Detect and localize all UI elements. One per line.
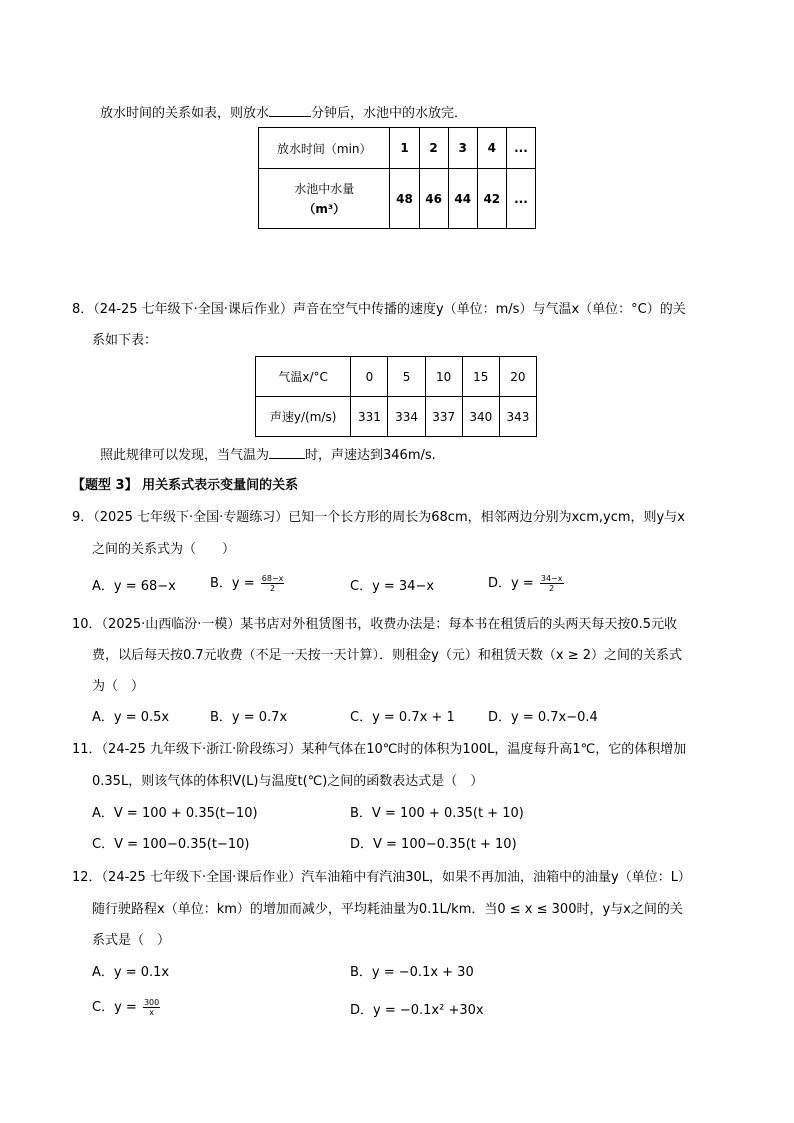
- section-heading: 【题型 3】 用关系式表示变量间的关系: [72, 478, 299, 493]
- q12-option-c-numerator: 300: [143, 998, 160, 1007]
- q11-option-a: A．V = 100 + 0.35(t−10): [92, 806, 258, 821]
- q8-row-cell: 331: [351, 397, 388, 437]
- q7-table: [258, 127, 536, 229]
- q10-option-b: B．y = 0.7x: [210, 710, 288, 725]
- q7-row-cell: 42: [477, 169, 506, 229]
- q7-row-cell: 46: [419, 169, 448, 229]
- q9-option-b: [210, 574, 286, 594]
- q8-row-cell: 343: [499, 397, 536, 437]
- q7-header-cell: 1: [390, 128, 419, 169]
- q7-row-label: [259, 169, 390, 229]
- q12-option-b: B．y = −0.1x + 30: [350, 965, 474, 980]
- q8-header-cell: 5: [388, 357, 425, 397]
- q12-option-d: D．y = −0.1x² +30x: [350, 1003, 484, 1018]
- q12-option-c-prefix: C．y =: [92, 1000, 137, 1015]
- q8-line2: 系如下表：: [92, 333, 158, 348]
- q12-line3: 系式是（ ）: [92, 933, 171, 948]
- q7-header-cell: 3: [448, 128, 477, 169]
- q10-option-a: A．y = 0.5x: [92, 710, 170, 725]
- q9-option-a: A．y = 68−x: [92, 579, 176, 594]
- q9-option-b-fraction: [261, 574, 285, 593]
- q7-text-part2: 分钟后，水池中的水放完．: [311, 106, 468, 121]
- q8-header-cell: 10: [425, 357, 462, 397]
- q8-header-label: 气温x/°C: [256, 357, 351, 397]
- q8-table: [255, 356, 537, 437]
- q7-text: [100, 102, 467, 124]
- q8-line3: [100, 444, 436, 466]
- q9-option-d-denominator: 2: [549, 584, 555, 593]
- q11-option-b: B．V = 100 + 0.35(t + 10): [350, 806, 524, 821]
- q7-row-cell: ...: [506, 169, 535, 229]
- q8-line3-part2: 时，声速达到346m/s.: [305, 448, 436, 463]
- q12-option-c-fraction: [143, 998, 160, 1017]
- q7-header-cell: 4: [477, 128, 506, 169]
- q9-option-d: [488, 574, 566, 594]
- q8-row-cell: 337: [425, 397, 462, 437]
- q7-blank: [269, 102, 311, 117]
- q12-option-c: [92, 998, 162, 1018]
- q9-line1: 9．（2025 七年级下·全国·专题练习）已知一个长方形的周长为68cm，相邻两边分别为xcm,ycm，则y与x: [72, 510, 685, 525]
- q12-line1: 12．（24-25 七年级下·全国·课后作业）汽车油箱中有汽油30L，如果不再加油，油箱中的油量y（单位：L）: [72, 870, 691, 885]
- q12-option-a: A．y = 0.1x: [92, 965, 170, 980]
- q8-line1: 8．（24-25 七年级下·全国·课后作业）声音在空气中传播的速度y（单位：m/s）与气温x（单位：°C）的关: [72, 302, 686, 317]
- q7-row-cell: 44: [448, 169, 477, 229]
- q8-row-label: 声速y/(m/s): [256, 397, 351, 437]
- q8-header-cell: 20: [499, 357, 536, 397]
- q8-row-cell: 340: [462, 397, 499, 437]
- q9-line2: 之间的关系式为（ ）: [92, 542, 236, 557]
- q10-option-c: C．y = 0.7x + 1: [350, 710, 455, 725]
- q10-line3: 为（ ）: [92, 679, 145, 694]
- q10-option-d: D．y = 0.7x−0.4: [488, 710, 598, 725]
- q9-option-d-fraction: [540, 574, 564, 593]
- q9-option-d-prefix: D．y =: [488, 576, 534, 591]
- q7-header-cell: ...: [506, 128, 535, 169]
- q9-option-b-denominator: 2: [270, 584, 276, 593]
- q8-header-cell: 0: [351, 357, 388, 397]
- q8-header-cell: 15: [462, 357, 499, 397]
- q9-option-d-numerator: 34−x: [540, 574, 563, 583]
- q7-text-part1: 放水时间的关系如表，则放水: [100, 106, 270, 121]
- q12-line2: 随行驶路程x（单位：km）的增加而减少，平均耗油量为0.1L/km．当0 ≤ x ≤ 300时，y与x之间的关: [92, 902, 683, 917]
- q8-line3-part1: 照此规律可以发现，当气温为: [100, 448, 270, 463]
- q9-option-c: C．y = 34−x: [350, 579, 435, 594]
- q7-row-label-line2: （m³）: [303, 201, 346, 216]
- q10-line1: 10．（2025·山西临汾·一模）某书店对外租赁图书，收费办法是：每本书在租赁后的头两天每天按0.5元收: [72, 617, 678, 632]
- q7-header-label: 放水时间（min）: [259, 128, 390, 169]
- q7-row-cell: 48: [390, 169, 419, 229]
- q12-option-c-denominator: x: [149, 1008, 154, 1017]
- q11-option-d: D．V = 100−0.35(t + 10): [350, 837, 517, 852]
- q7-row-label-line1: 水池中水量: [294, 181, 355, 196]
- q11-option-c: C．V = 100−0.35(t−10): [92, 837, 250, 852]
- q11-line1: 11．（24-25 九年级下·浙江·阶段练习）某种气体在10℃时的体积为100L，温度每升高1℃，它的体积增加: [72, 742, 687, 757]
- q8-blank: [269, 444, 305, 459]
- q9-option-b-prefix: B．y =: [210, 576, 255, 591]
- q10-line2: 费，以后每天按0.7元收费（不足一天按一天计算）．则租金y（元）和租赁天数（x ≥ 2）之间的关系式: [92, 648, 682, 663]
- q8-row-cell: 334: [388, 397, 425, 437]
- q9-option-b-numerator: 68−x: [261, 574, 284, 583]
- q7-header-cell: 2: [419, 128, 448, 169]
- q11-line2: 0.35L，则该气体的体积V(L)与温度t(℃)之间的函数表达式是（ ）: [92, 774, 484, 789]
